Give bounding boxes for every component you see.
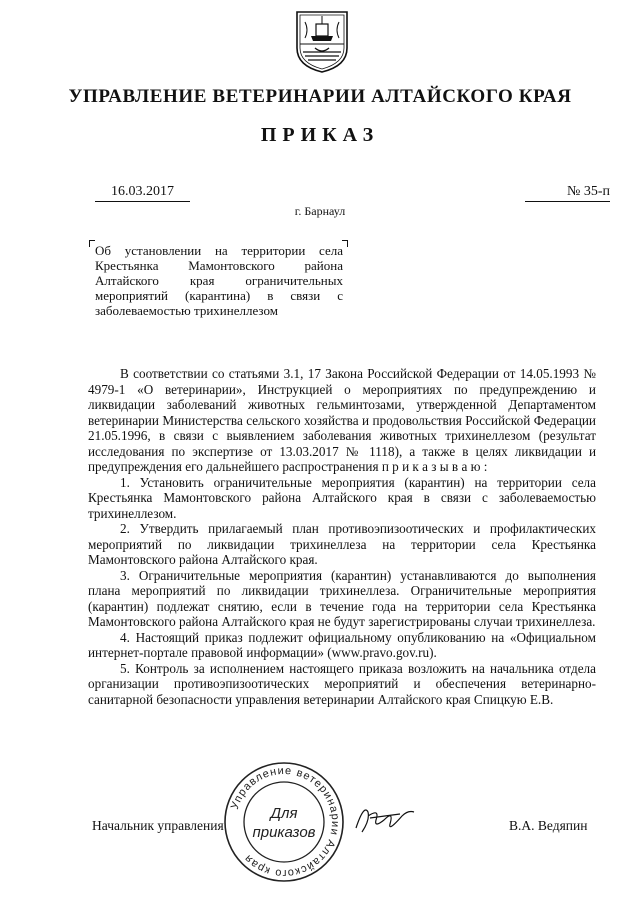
- document-type: ПРИКАЗ: [260, 124, 380, 146]
- document-date: 16.03.2017: [95, 184, 190, 202]
- handwritten-signature: [350, 798, 420, 838]
- document-number: № 35-п: [525, 184, 610, 202]
- signer-position: Начальник управления: [92, 818, 224, 833]
- document-body: [88, 366, 596, 707]
- stamp-center-line2: приказов: [252, 824, 316, 841]
- body-preamble: В соответствии со статьями 3.1, 17 Закона Российской Федерации от 14.05.1993 № 4979-1 «О ветеринарии», Инструкцией о мероприятиях по предупреждению и ликвидации заболеваний животных гельминтозами, утвержденной Департаментом ветеринарии Министерства сельского хозяйства и продовольствия Российской Федерации 21.05.1996, в связи с выявлением заболевания животных трихинеллезом (результат исследования по экспертизе от 13.03.2017 № 1118), а также в целях ликвидации и предупреждения его дальнейшего распространения п р и к а з ы в а ю :: [88, 366, 596, 474]
- stamp-center-line1: Для: [270, 805, 298, 822]
- document-city: г. Барнаул: [294, 204, 346, 218]
- body-item-4: 4. Настоящий приказ подлежит официальному опубликованию на «Официальном интернет-портале правовой информации» (www.pravo.gov.ru).: [88, 629, 596, 660]
- signer-name: В.А. Ведяпин: [509, 818, 588, 833]
- body-item-3: 3. Ограничительные мероприятия (карантин) устанавливаются до выполнения плана мероприятий по ликвидации трихинеллеза. Ограничительные мероприятия (карантин) подлежат снятию, если в течение года на территории села Крестьянка Мамонтовского района Алтайского края не будут зарегистрированы случаи трихинеллеза.: [88, 567, 596, 629]
- organization-title: УПРАВЛЕНИЕ ВЕТЕРИНАРИИ АЛТАЙСКОГО КРАЯ: [68, 86, 572, 107]
- official-stamp: [222, 760, 346, 884]
- coat-of-arms-icon: [291, 8, 353, 74]
- document-subject: Об установлении на территории села Крестьянка Мамонтовского района Алтайского края ограничительных мероприятий (карантина) в связи с заболеваемостью трихинеллезом: [95, 243, 343, 318]
- body-item-1: 1. Установить ограничительные мероприятия (карантин) на территории села Крестьянка Мамонтовского района Алтайского края в связи с заболеваемостью трихинеллезом.: [88, 474, 596, 521]
- body-item-5: 5. Контроль за исполнением настоящего приказа возложить на начальника отдела организации противоэпизоотических мероприятий и обеспечения ветеринарно-санитарной безопасности управления ветеринарии Алтайского края Спицкую Е.В.: [88, 660, 596, 707]
- stamp-ring-text: Управление ветеринарии Алтайского края: [228, 764, 342, 880]
- body-item-2: 2. Утвердить прилагаемый план противоэпизоотических и профилактических мероприятий по ликвидации трихинеллеза на территории села Крестьянка Мамонтовского района Алтайского края.: [88, 521, 596, 567]
